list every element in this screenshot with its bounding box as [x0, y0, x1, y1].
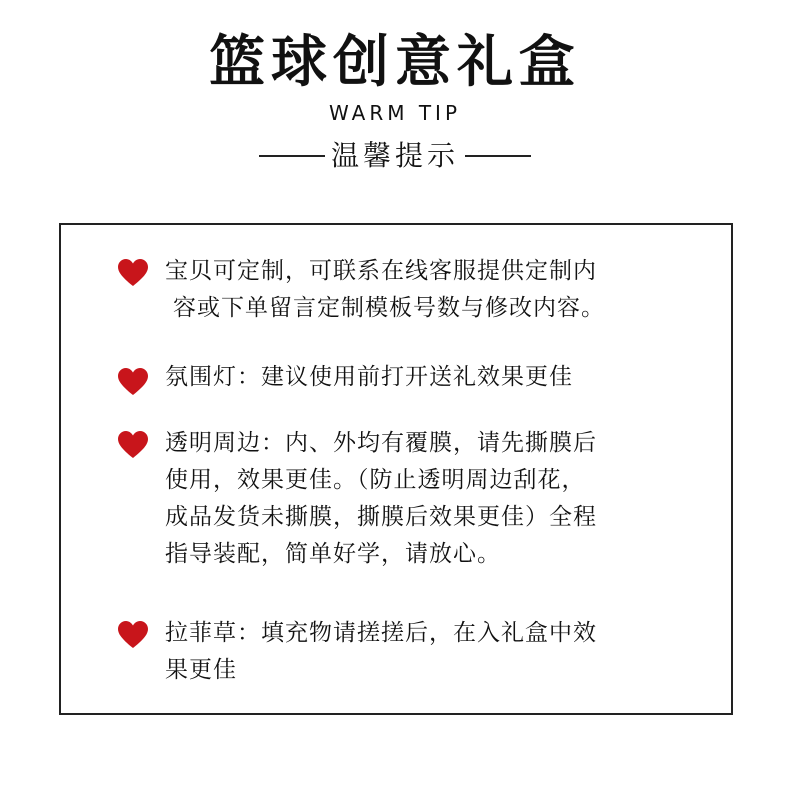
tip-line: 氛围灯：建议使用前打开送礼效果更佳 [165, 364, 573, 390]
tip-line: 果更佳 [165, 657, 237, 683]
tip-line: 透明周边：内、外均有覆膜，请先撕膜后 [165, 430, 597, 456]
tip-line: 指导装配，简单好学，请放心。 [165, 541, 501, 567]
tip-line: 容或下单留言定制模板号数与修改内容。 [173, 295, 605, 321]
tip-text [165, 425, 705, 573]
left-divider [259, 155, 325, 157]
heart-icon [117, 429, 149, 461]
right-divider [465, 155, 531, 157]
subtitle-english: WARM TIP [328, 101, 462, 125]
page-title: 篮球创意礼盒 [209, 30, 581, 95]
tip-line: 宝贝可定制，可联系在线客服提供定制内 [165, 258, 597, 284]
tip-text [165, 615, 705, 689]
tips-box [59, 223, 733, 715]
heart-icon [117, 619, 149, 651]
subtitle-chinese: 温馨提示 [330, 139, 459, 172]
tip-text [165, 359, 705, 396]
subtitle-chinese-row [0, 136, 790, 176]
tip-line: 使用，效果更佳。（防止透明周边刮花， [165, 467, 586, 493]
tip-text [165, 253, 705, 327]
tip-line: 成品发货未撕膜，撕膜后效果更佳）全程 [165, 504, 597, 530]
heart-icon [117, 257, 149, 289]
heart-icon [117, 366, 149, 398]
tip-line: 拉菲草：填充物请搓搓后，在入礼盒中效 [165, 620, 597, 646]
